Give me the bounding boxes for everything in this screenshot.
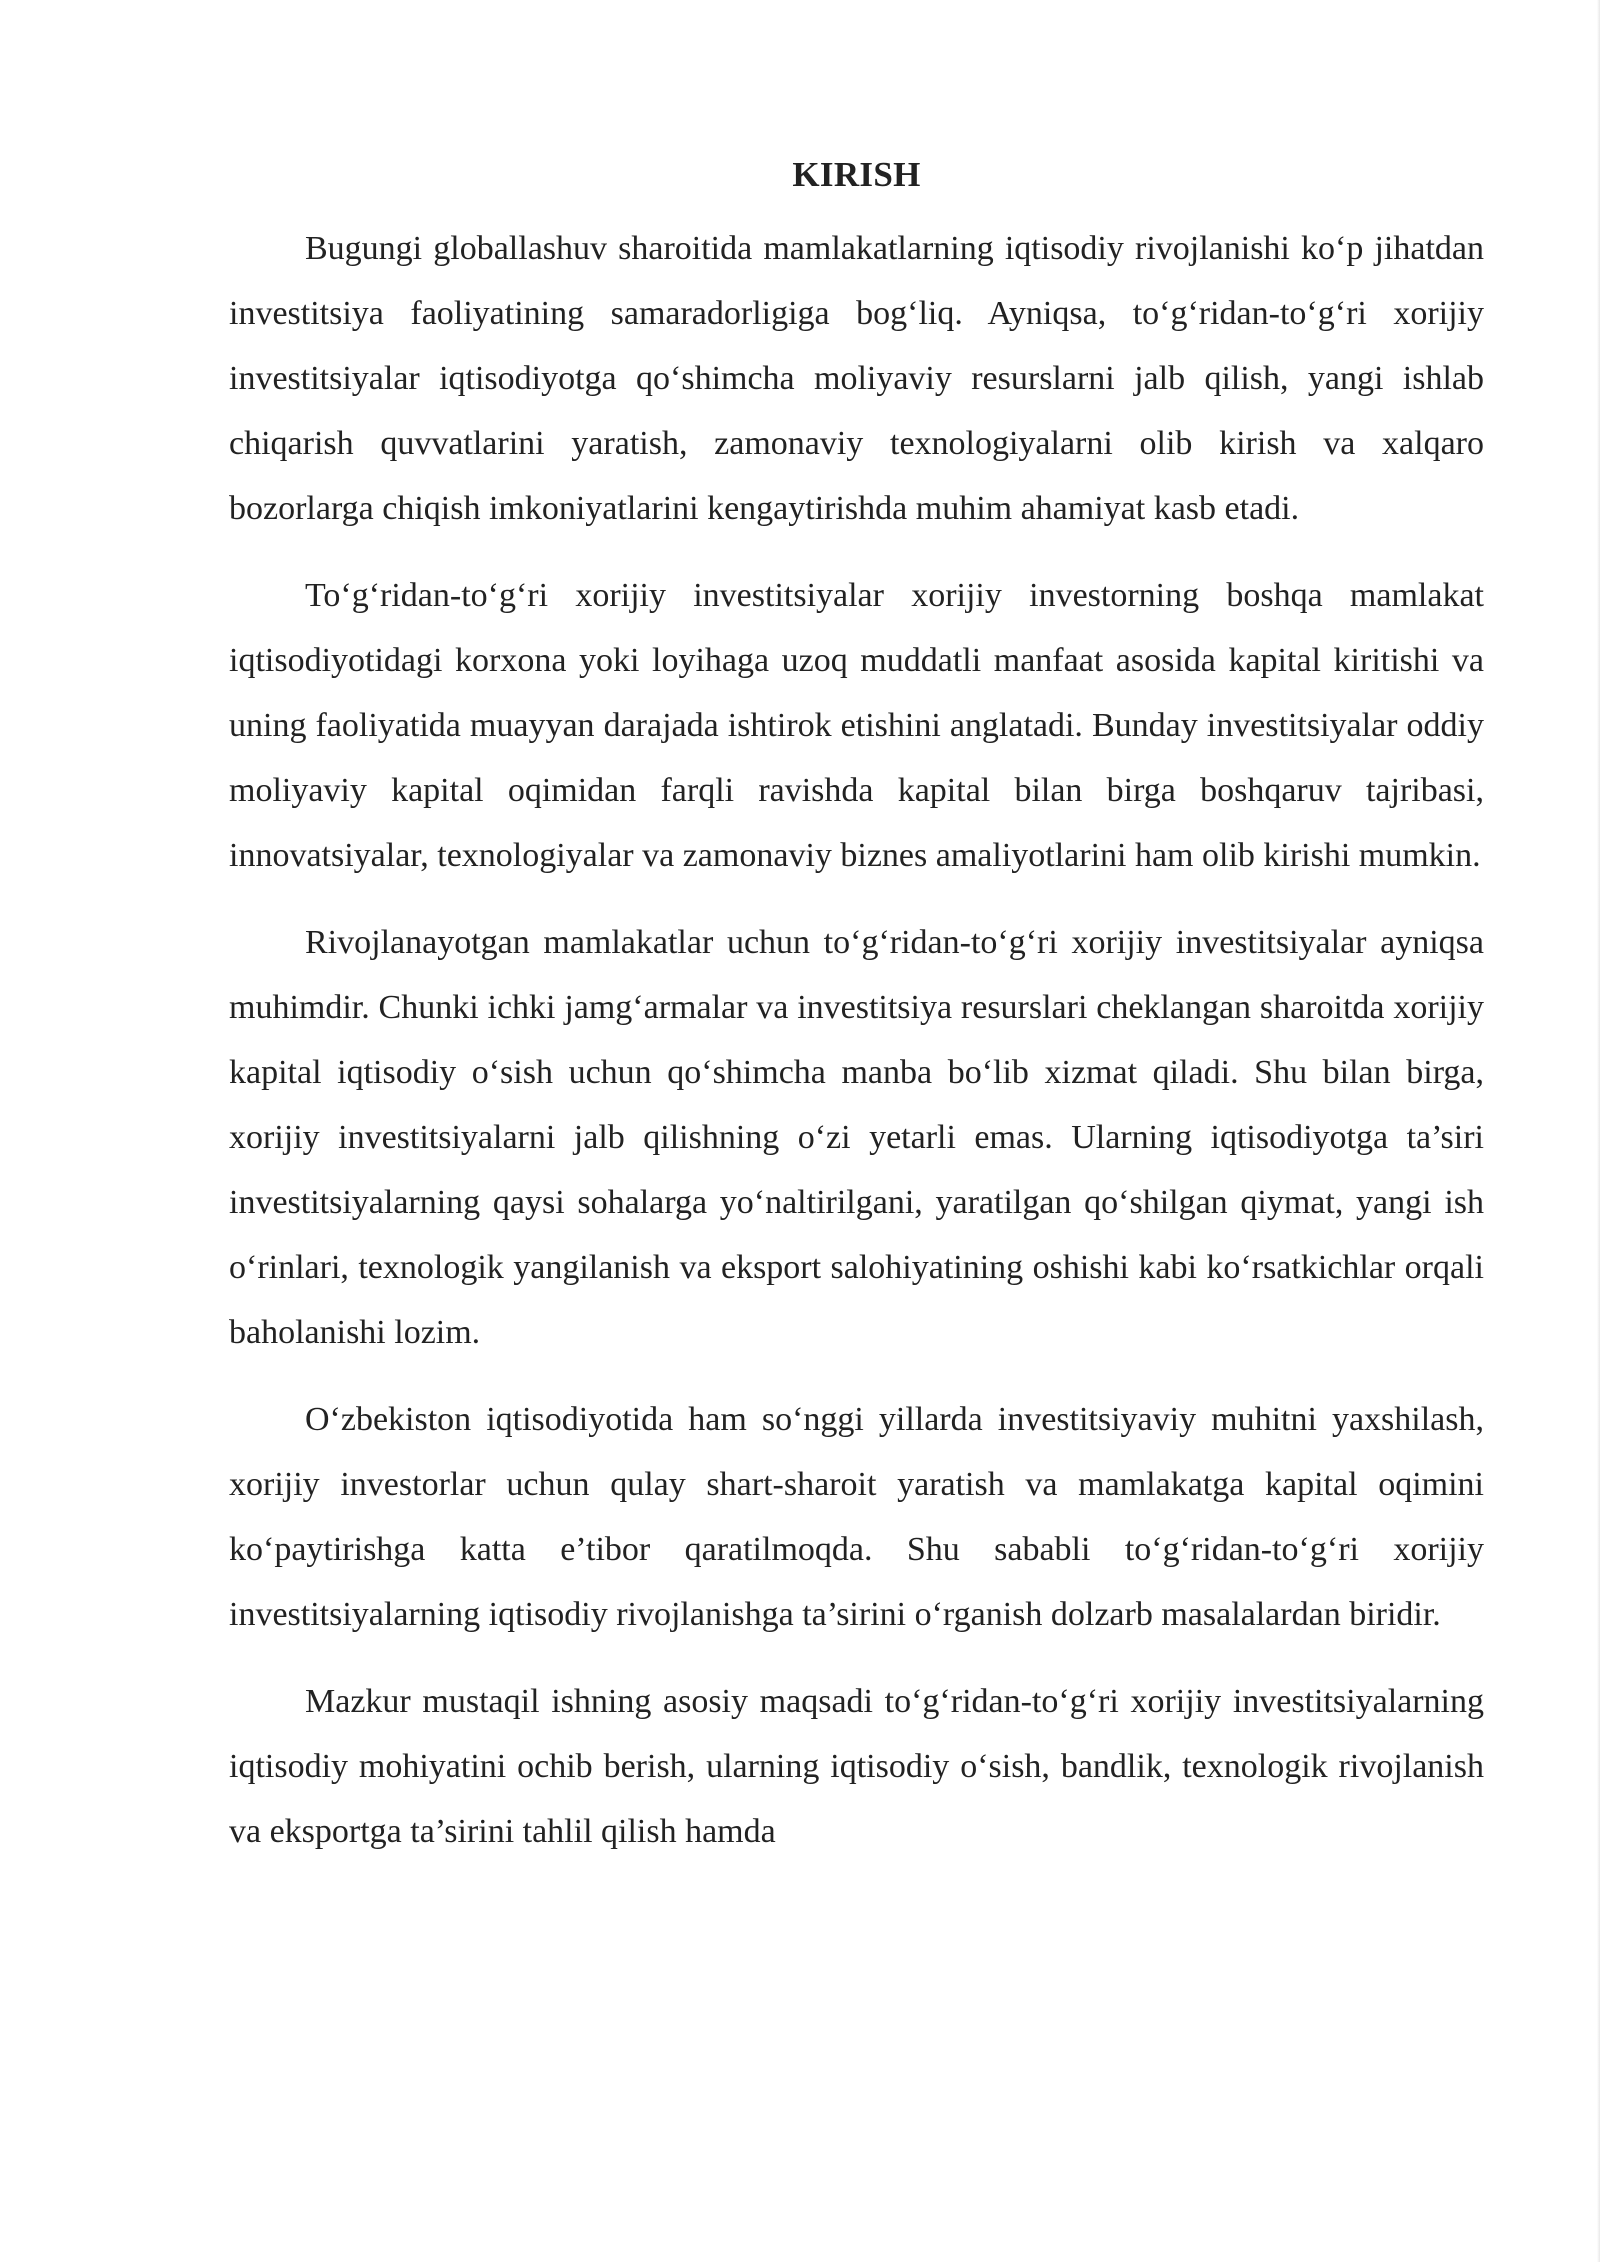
paragraph-3: Rivojlanayotgan mamlakatlar uchun to‘g‘ridan-to‘g‘ri xorijiy investitsiyalar ayniqsa muhimdir. Chunki ichki jamg‘armalar va investitsiya resurslari cheklangan sharoitda xorijiy kapital iqtisodiy o‘sish uchun qo‘shimcha manba bo‘lib xizmat qiladi. Shu bilan birga, xorijiy investitsiyalarni jalb qilishning o‘zi yetarli emas. Ularning iqtisodiyotga ta’siri investitsiyalarning qaysi sohalarga yo‘naltirilgani, yaratilgan qo‘shilgan qiymat, yangi ish o‘rinlari, texnologik yangilanish va eksport salohiyatining oshishi kabi ko‘rsatkichlar orqali baholanishi lozim.	[229, 924, 1484, 1351]
paragraph-2: To‘g‘ridan-to‘g‘ri xorijiy investitsiyalar xorijiy investorning boshqa mamlakat iqtisodiyotidagi korxona yoki loyihaga uzoq muddatli manfaat asosida kapital kiritishi va uning faoliyatida muayyan darajada ishtirok etishini anglatadi. Bunday investitsiyalar oddiy moliyaviy kapital oqimidan farqli ravishda kapital bilan birga boshqaruv tajribasi, innovatsiyalar, texnologiyalar va zamonaviy biznes amaliyotlarini ham olib kirishi mumkin.	[229, 577, 1484, 874]
page-content	[229, 150, 1484, 1864]
paragraph-4: O‘zbekiston iqtisodiyotida ham so‘nggi yillarda investitsiyaviy muhitni yaxshilash, xorijiy investorlar uchun qulay shart-sharoit yaratish va mamlakatga kapital oqimini ko‘paytirishga katta e’tibor qaratilmoqda. Shu sababli to‘g‘ridan-to‘g‘ri xorijiy investitsiyalarning iqtisodiy rivojlanishga ta’sirini o‘rganish dolzarb masalalardan biridir.	[229, 1401, 1484, 1633]
section-heading: KIRISH	[792, 155, 921, 194]
paragraph-1: Bugungi globallashuv sharoitida mamlakatlarning iqtisodiy rivojlanishi ko‘p jihatdan investitsiya faoliyatining samaradorligiga bog‘liq. Ayniqsa, to‘g‘ridan-to‘g‘ri xorijiy investitsiyalar iqtisodiyotga qo‘shimcha moliyaviy resurslarni jalb qilish, yangi ishlab chiqarish quvvatlarini yaratish, zamonaviy texnologiyalarni olib kirish va xalqaro bozorlarga chiqish imkoniyatlarini kengaytirishda muhim ahamiyat kasb etadi.	[229, 230, 1484, 527]
paragraph-5: Mazkur mustaqil ishning asosiy maqsadi to‘g‘ridan-to‘g‘ri xorijiy investitsiyalarning iqtisodiy mohiyatini ochib berish, ularning iqtisodiy o‘sish, bandlik, texnologik rivojlanish va eksportga ta’sirini tahlil qilish hamda	[229, 1683, 1484, 1850]
